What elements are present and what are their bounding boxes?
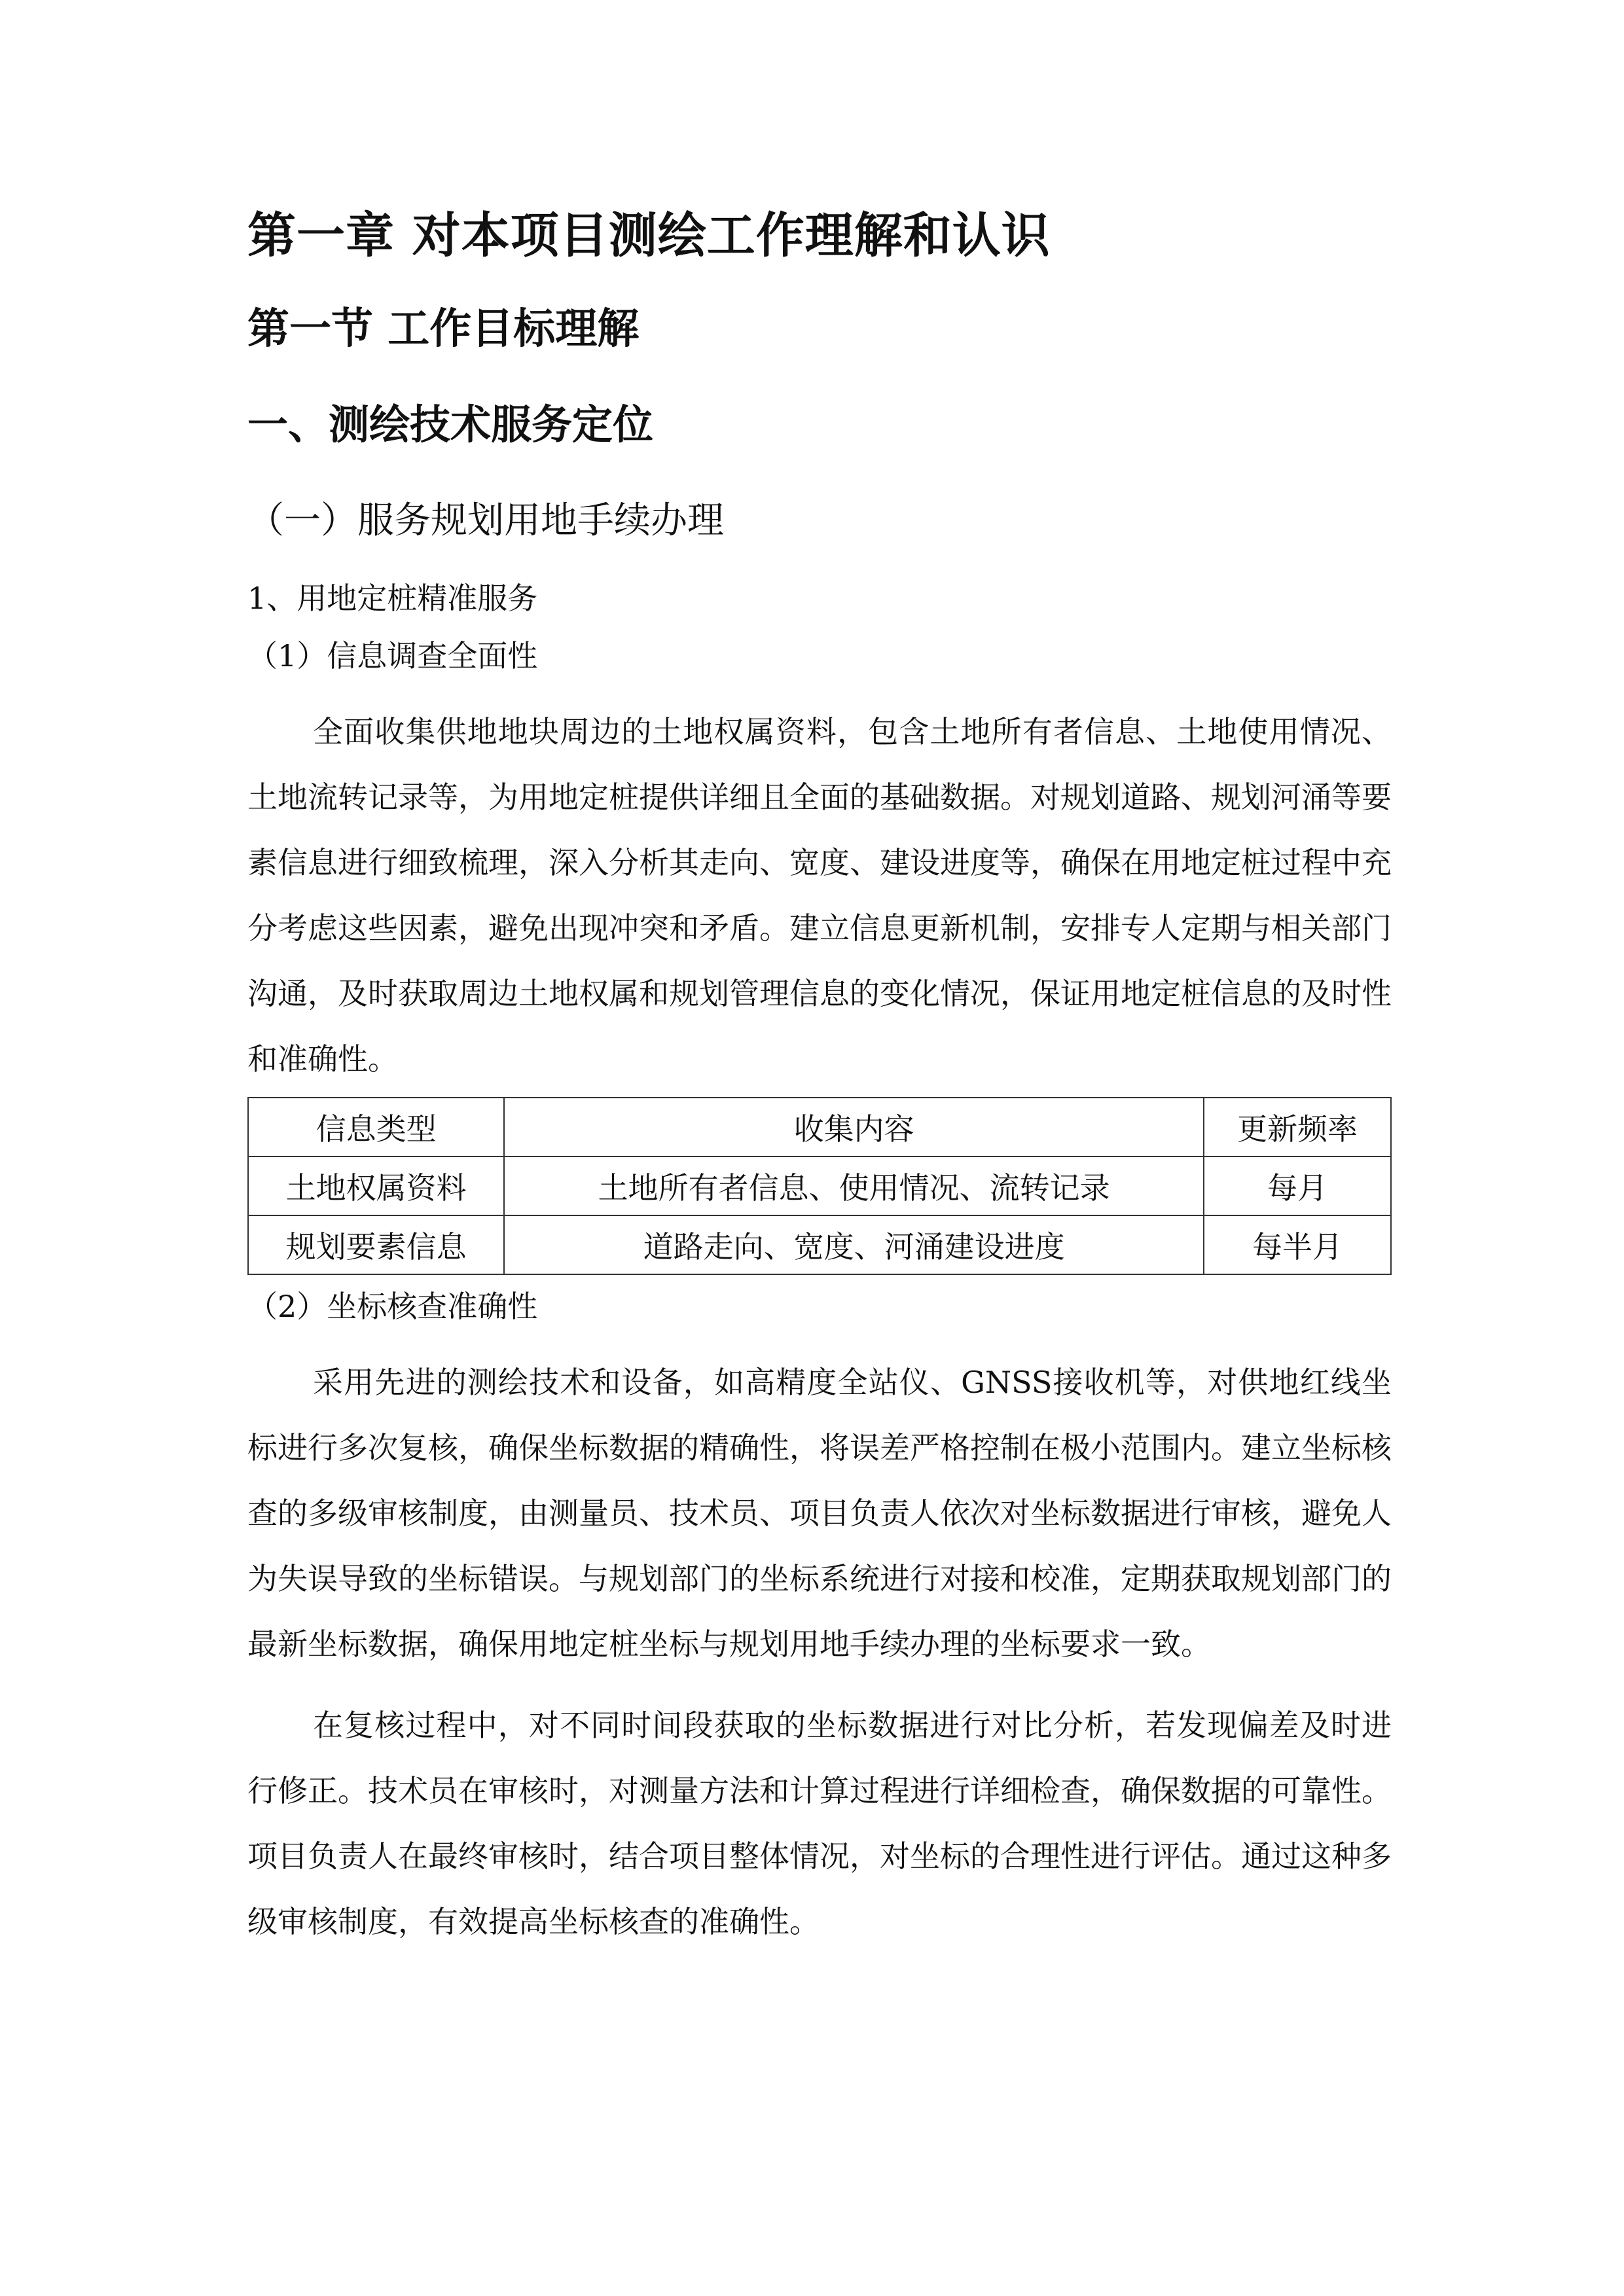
sub-item-2-paragraph-2: 在复核过程中，对不同时间段获取的坐标数据进行对比分析，若发现偏差及时进行修正。技术员在审核时，对测量方法和计算过程进行详细检查，确保数据的可靠性。项目负责人在最终审核时，结合项目整体情况，对坐标的合理性进行评估。通过这种多级审核制度，有效提高坐标核查的准确性。 (247, 1708, 1392, 1939)
table-cell: 每半月 (1204, 1215, 1391, 1274)
sub-item-2-title: （2）坐标核查准确性 (247, 1289, 538, 1324)
table-row (248, 1157, 1391, 1215)
chapter-title: 第一章 对本项目测绘工作理解和认识 (247, 207, 1051, 264)
table-cell: 每月 (1204, 1157, 1391, 1215)
subsection-title: 一、测绘技术服务定位 (247, 401, 654, 448)
item-title: 1、用地定桩精准服务 (247, 581, 538, 616)
sub-item-1-title: （1）信息调查全面性 (247, 638, 538, 673)
sub-item-2-paragraph-1: 采用先进的测绘技术和设备，如高精度全站仪、GNSS接收机等，对供地红线坐标进行多次复核，确保坐标数据的精确性，将误差严格控制在极小范围内。建立坐标核查的多级审核制度，由测量员、技术员、项目负责人依次对坐标数据进行审核，避免人为失误导致的坐标错误。与规划部门的坐标系统进行对接和校准，定期获取规划部门的最新坐标数据，确保用地定桩坐标与规划用地手续办理的坐标要求一致。 (247, 1365, 1392, 1662)
sub-item-1-paragraph: 全面收集供地地块周边的土地权属资料，包含土地所有者信息、土地使用情况、土地流转记录等，为用地定桩提供详细且全面的基础数据。对规划道路、规划河涌等要素信息进行细致梳理，深入分析其走向、宽度、建设进度等，确保在用地定桩过程中充分考虑这些因素，避免出现冲突和矛盾。建立信息更新机制，安排专人定期与相关部门沟通，及时获取周边土地权属和规划管理信息的变化情况，保证用地定桩信息的及时性和准确性。 (247, 714, 1392, 1077)
table-cell: 土地所有者信息、使用情况、流转记录 (504, 1157, 1204, 1215)
page-content (247, 196, 1392, 1954)
table-header-row (248, 1098, 1391, 1157)
table-header-cell: 更新频率 (1204, 1098, 1391, 1157)
sub-subsection-title: （一）服务规划用地手续办理 (247, 499, 724, 542)
table-cell: 道路走向、宽度、河涌建设进度 (504, 1215, 1204, 1274)
table-row (248, 1215, 1391, 1274)
info-table (247, 1097, 1392, 1275)
table-header-cell: 信息类型 (248, 1098, 504, 1157)
section-title: 第一节 工作目标理解 (247, 305, 640, 353)
table-cell: 土地权属资料 (248, 1157, 504, 1215)
table-cell: 规划要素信息 (248, 1215, 504, 1274)
table-header-cell: 收集内容 (504, 1098, 1204, 1157)
